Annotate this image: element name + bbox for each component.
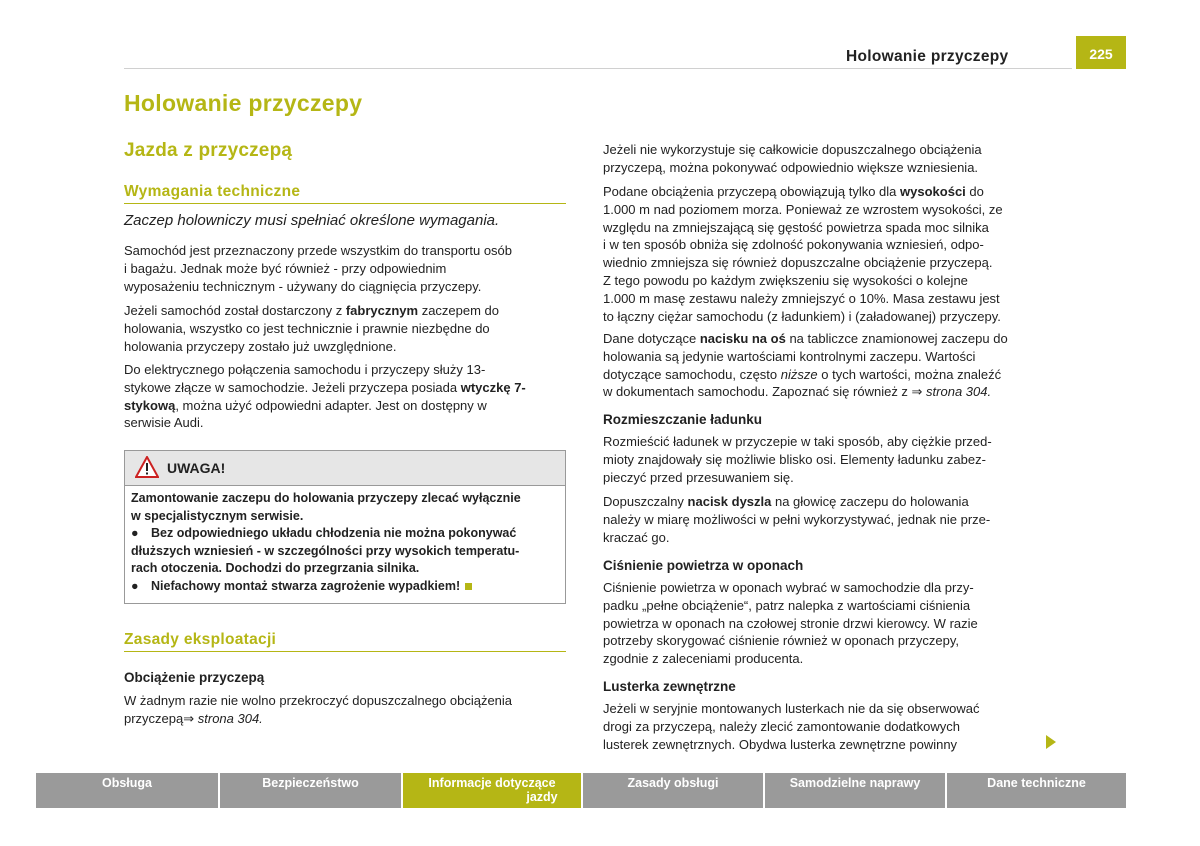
text-line: 1.000 m masę zestawu należy zmniejszyć o 10%. Masa zestawu jest [603,290,1000,306]
text-line: wyposażeniu technicznym - używany do ciągnięcia przyczepy. [124,278,482,294]
requirements-paragraph-3 [124,361,526,432]
right-paragraph-1 [603,141,982,177]
nav-tab-label-line2: jazdy [526,790,558,804]
text-line: W żadnym razie nie wolno przekroczyć dopuszczalnego obciążenia [124,693,513,708]
subsection-heading-operation: Zasady eksploatacji [124,631,277,648]
text-line: względu na zmniejszającą się gęstość powietrza spada moc silnika [603,219,989,235]
drawbar-paragraph [603,493,990,546]
running-header-title: Holowanie przyczepy [846,48,1009,65]
text-line: potrzeby skorygować ciśnienie również w oponach przyczepy, [603,633,959,649]
section-title: Jazda z przyczepą [124,140,293,161]
text-line: i w ten sposób obniża się zdolność pokonywania wzniesień, odpo- [603,237,984,253]
nav-tab-label: Samodzielne naprawy [789,776,921,790]
warning-bullet-1: ● Bez odpowiedniego układu chłodzenia nie można pokonywać [131,525,559,543]
text-line: Z tego powodu po każdym zwiększeniu się wysokości o kolejne [603,272,968,288]
requirements-lead: Zaczep holowniczy musi spełniać określone wymagania. [124,212,500,229]
subsection-rule [124,651,566,652]
text-line: 1.000 m nad poziomem morza. Ponieważ ze wzrostem wysokości, ze [603,201,1003,217]
warning-title: UWAGA! [167,460,226,476]
nav-tab-bezpieczenstwo[interactable] [220,773,401,808]
text-line: serwisie Audi. [124,415,204,431]
text-line: holowania przyczepy zostało już uwzględnione. [124,338,397,354]
bullet-icon: ● [131,526,139,541]
text-line: Jeżeli samochód został dostarczony z fabrycznym zaczepem do [124,303,500,318]
text-line: stykowe złącze w samochodzie. Jeżeli przyczepa posiada wtyczkę 7- [124,379,526,395]
text-line: padku „pełne obciążenie“, patrz nalepka z wartościami ciśnienia [603,597,971,613]
text-line: wiednio zmniejsza się również dopuszczalne obciążenie przyczepą. [603,255,993,271]
nav-tab-informacje-dotyczace-jazdy[interactable] [403,773,581,808]
cargo-paragraph [603,433,992,486]
text-line: w dokumentach samochodu. Zapoznać się również z ⇒ strona 304. [603,384,992,400]
page-number: 225 [1076,36,1126,69]
text-line: kraczać go. [603,529,670,545]
nav-tab-label: Obsługa [101,776,152,790]
text-line: Zamontowanie zaczepu do holowania przyczepy zlecać wyłącznie [131,491,521,505]
text-line: drogi za przyczepą, należy zlecić zamontowanie dodatkowych [603,718,960,734]
warning-header [125,451,565,486]
text-line: stykową, można użyć odpowiedni adapter. Jest on dostępny w [124,397,487,413]
text-line: Podane obciążenia przyczepą obowiązują tylko dla wysokości do [603,184,984,199]
text-line: przyczepą⇒ strona 304. [124,710,263,726]
subsection-heading-requirements: Wymagania techniczne [124,183,301,200]
warning-triangle-icon [135,456,159,478]
tyre-heading: Ciśnienie powietrza w oponach [603,558,804,573]
text-line: Rozmieścić ładunek w przyczepie w taki sposób, aby ciężkie przed- [603,434,992,449]
load-heading: Obciążenie przyczepą [124,670,265,685]
page-title: Holowanie przyczepy [124,90,363,116]
text-line: Do elektrycznego połączenia samochodu i przyczepy służy 13- [124,362,486,377]
nav-tab-obsluga[interactable] [36,773,218,808]
header-rule [124,68,1072,69]
section-end-icon [465,583,472,590]
text-line: lusterek zewnętrznych. Obydwa lusterka zewnętrzne powinny [603,736,958,752]
text-line: dotyczące samochodu, często niższe o tych wartości, można znaleźć [603,366,1002,382]
mirror-paragraph [603,700,979,753]
text-line: Ciśnienie powietrza w oponach wybrać w samochodzie dla przy- [603,580,974,595]
right-paragraph-axle [603,330,1008,401]
text-line: Samochód jest przeznaczony przede wszystkim do transportu osób [124,243,513,258]
subsection-rule [124,203,566,204]
nav-tab-zasady-obslugi[interactable] [583,773,763,808]
page-reference-link[interactable]: ⇒ strona 304. [911,384,992,400]
text-line: mioty znajdowały się możliwie blisko osi. Elementy ładunku zabez- [603,451,986,467]
text-line: pieczyć przed przesuwaniem się. [603,469,794,485]
warning-bullet-2: ● Niefachowy montaż stwarza zagrożenie wypadkiem! [131,578,559,596]
text-line: Jeżeli nie wykorzystuje się całkowicie dopuszczalnego obciążenia [603,142,982,157]
requirements-paragraph-2 [124,302,499,355]
text-line: rach otoczenia. Dochodzi do przegrzania silnika. [131,561,420,576]
text-line: holowania, wszystko co jest technicznie i prawnie niezbędne do [124,320,490,336]
nav-tab-label: Zasady obsługi [627,776,719,790]
nav-tab-label: Dane techniczne [987,776,1086,790]
continue-arrow-icon [1046,735,1056,749]
tyre-paragraph [603,579,978,668]
text-line: Jeżeli w seryjnie montowanych lusterkach nie da się obserwować [603,701,980,716]
text-line: Dane dotyczące nacisku na oś na tabliczce znamionowej zaczepu do [603,331,1008,346]
nav-tab-label: Bezpieczeństwo [262,776,359,790]
page-reference-link[interactable]: ⇒ strona 304. [183,710,263,726]
load-paragraph [124,692,512,728]
text-line: należy w miarę możliwości w pełni wykorzystywać, jednak nie prze- [603,511,991,527]
cargo-heading: Rozmieszczanie ładunku [603,412,763,427]
nav-tab-label: Informacje dotyczące [428,776,556,790]
mirror-heading: Lusterka zewnętrzne [603,679,736,694]
nav-tab-samodzielne-naprawy[interactable] [765,773,945,808]
text-line: w specjalistycznym serwisie. [131,508,304,523]
text-line: dłuższych wzniesień - w szczególności przy wysokich temperatu- [131,543,520,558]
right-paragraph-altitude [603,183,1003,325]
text-line: zgodnie z zaleceniami producenta. [603,651,804,667]
text-line: i bagażu. Jednak może być również - przy odpowiednim [124,260,447,276]
requirements-paragraph-1 [124,242,512,295]
text-line: przyczepą, można pokonywać odpowiednio większe wzniesienia. [603,159,979,175]
text-line: to łączny ciężar samochodu (z ładunkiem) i (załadowanej) przyczepy. [603,308,1001,324]
nav-tab-dane-techniczne[interactable] [947,773,1126,808]
text-line: holowania są jedynie wartościami kontrolnymi zaczepu. Wartości [603,348,976,364]
bullet-icon: ● [131,578,139,593]
warning-box [124,450,566,604]
text-line: Dopuszczalny nacisk dyszla na głowicę zaczepu do holowania [603,494,969,509]
text-line: powietrza w oponach na czołowej stronie drzwi kierowcy. W razie [603,615,978,631]
warning-body [125,486,565,596]
